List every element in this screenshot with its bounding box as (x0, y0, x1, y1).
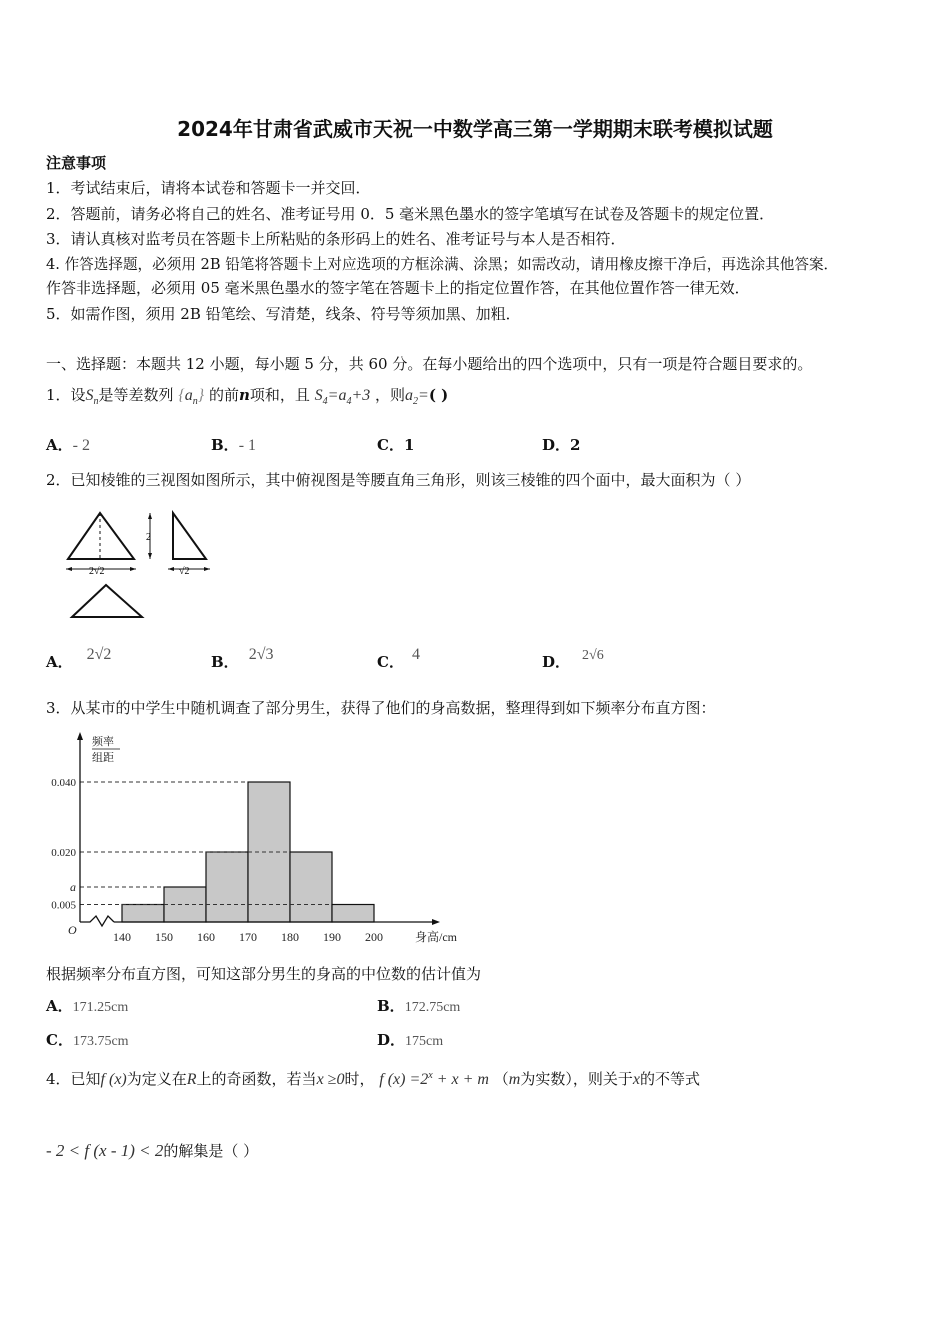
x-tick-label: 200 (365, 930, 383, 944)
axis-break (80, 916, 114, 926)
notice-heading: 注意事项 (46, 154, 107, 172)
x-tick-label: 170 (239, 930, 257, 944)
question-4: 4．已知f (x)为定义在R上的奇函数，若当x ≥0时， f $(x) =2^x + x + m$ （m为实数），则关于x的不等式 (46, 1070, 700, 1088)
q3-option-d[interactable]: D．175cm (377, 1031, 444, 1049)
q3-option-b[interactable]: B．172.75cm (377, 997, 461, 1015)
origin-label: O (68, 923, 77, 937)
notice-item-4-cont: 作答非选择题，必须用 05 毫米黑色墨水的签字笔在答题卡上的指定位置作答，在其他位置作答一律无效． (46, 279, 750, 297)
x-tick-label: 150 (155, 930, 173, 944)
y-axis-label-bottom: 组距 (92, 752, 114, 764)
x-tick-label: 160 (197, 930, 215, 944)
histogram (40, 730, 480, 950)
question-3: 3．从某市的中学生中随机调查了部分男生，获得了他们的身高数据，整理得到如下频率分布直方图： (46, 699, 716, 717)
notice-item-1: 1．考试结束后，请将本试卷和答题卡一并交回． (46, 179, 371, 197)
notice-item-5: 5．如需作图，须用 2B 铅笔绘、写清楚，线条、符号等须加黑、加粗． (46, 305, 521, 323)
q3-option-c[interactable]: C．173.75cm (46, 1031, 129, 1049)
x-tick-label: 180 (281, 930, 299, 944)
x-axis-arrow (432, 919, 440, 925)
x-axis-label: 身高/cm (415, 930, 457, 944)
q3-option-a[interactable]: A．171.25cm (46, 997, 129, 1015)
q2-option-d[interactable]: D． 2√6 (542, 648, 604, 671)
x-tick-label: 140 (113, 930, 131, 944)
notice-item-4: 4. 作答选择题，必须用 2B 铅笔将答题卡上对应选项的方框涂满、涂黑；如需改动，请用橡皮擦干净后，再选涂其他答案． (46, 256, 839, 273)
top-view (72, 585, 142, 617)
question-1: 1．设$S_n$是等差数列 $\{a_n\}$ 的前n项和，且 $S_4=a_4+3$ ，则$a_2=$( ) (46, 386, 449, 407)
x-tick-label: 190 (323, 930, 341, 944)
histogram-bar (290, 852, 332, 922)
y-tick-label: 0.005 (51, 899, 76, 912)
question-2: 2．已知棱锥的三视图如图所示，其中俯视图是等腰直角三角形，则该三棱锥的四个面中，最大面积为（ ） (46, 471, 751, 489)
q1-option-b[interactable]: B．- 1 (211, 436, 257, 454)
page-title: 2024年甘肃省武威市天祝一中数学高三第一学期期末联考模拟试题 (177, 117, 773, 141)
question-4-inequality: - 2 < f (x - 1) < 2的解集是（ ） (46, 1141, 259, 1160)
histogram-bar (122, 905, 164, 923)
y-tick-label: 0.040 (51, 777, 76, 789)
y-axis-arrow (77, 732, 83, 740)
y-axis-label-top: 频率 (92, 736, 114, 748)
q2-option-c[interactable]: C． 4 (377, 646, 420, 671)
dim-side: √2 (179, 566, 190, 577)
notice-item-3: 3．请认真核对监考员在答题卡上所粘贴的条形码上的姓名、准考证号与本人是否相符． (46, 230, 626, 248)
three-view-figure (58, 505, 228, 625)
q3-question: 根据频率分布直方图，可知这部分男生的身高的中位数的估计值为 (46, 965, 482, 983)
q2-option-b[interactable]: B． 2√3 (211, 646, 274, 671)
front-view (68, 513, 134, 559)
histogram-bar (206, 852, 248, 922)
dim-height: 2 (146, 532, 151, 543)
y-tick-label: 0.020 (51, 847, 76, 859)
q1-option-d[interactable]: D．2 (542, 436, 581, 454)
side-view (173, 513, 206, 559)
dim-front: 2√2 (89, 566, 105, 577)
notice-item-2: 2．答题前，请务必将自己的姓名、准考证号用 0．5 毫米黑色墨水的签字笔填写在试卷及答题卡的规定位置． (46, 205, 775, 223)
histogram-bar (332, 905, 374, 923)
y-tick-label: a (70, 880, 76, 894)
section-heading: 一、选择题：本题共 12 小题，每小题 5 分，共 60 分。在每小题给出的四个选项中，只有一项是符合题目要求的。 (46, 355, 813, 373)
q1-option-c[interactable]: C．1 (377, 436, 415, 454)
q2-option-a[interactable]: A． 2√2 (46, 646, 112, 671)
q1-option-a[interactable]: A．- 2 (46, 436, 90, 454)
